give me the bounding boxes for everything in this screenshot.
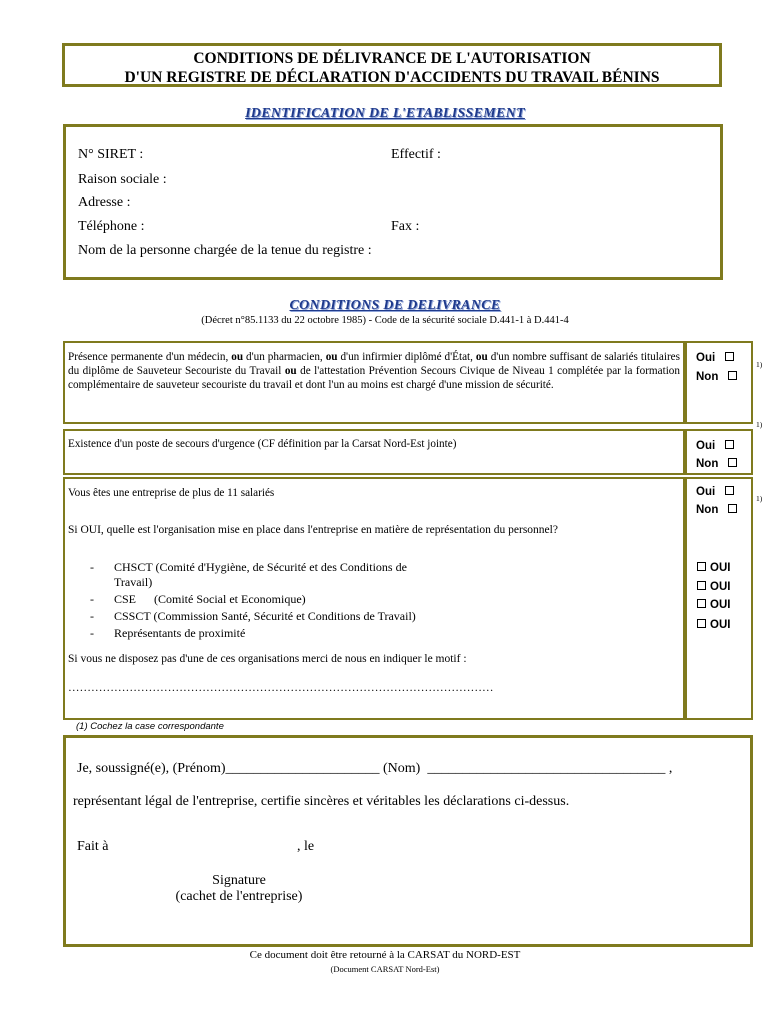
checkbox-icon[interactable]: [697, 599, 706, 608]
question-1-text: Présence permanente d'un médecin, ou d'un pharmacien, ou d'un infirmier diplômé d'État, ou d'un nombre suffisant de salariés titulaires du diplôme de Sauveteur Secouriste du Travail ou de l'attestation Prévention Secours Civique de Niveau 1 complétée par la formation complémentaire de sauveteur secouriste du travail et dont l'un au moins est chargé d'une mission de sécurité.: [68, 351, 680, 392]
signature-label: Signature: [212, 873, 266, 888]
question-2-box: [63, 429, 685, 475]
conditions-heading: CONDITIONS DE DELIVRANCE: [289, 298, 501, 313]
fax-label: Fax :: [391, 219, 420, 234]
org-representants-oui[interactable]: OUI: [697, 619, 730, 631]
org-representants: Représentants de proximité: [114, 626, 246, 640]
siret-label: N° SIRET :: [78, 147, 144, 162]
org-dash-3: -: [90, 609, 94, 623]
org-cse-oui[interactable]: OUI: [697, 581, 730, 593]
declaration-name-line[interactable]: Je, soussigné(e), (Prénom)______________________ (Nom) __________________________________ ,: [77, 761, 673, 776]
checkbox-icon[interactable]: [728, 504, 737, 513]
question-3-subtext: Si OUI, quelle est l'organisation mise en place dans l'entreprise en matière de représentation du personnel?: [68, 524, 558, 536]
q3-non-option[interactable]: Non: [696, 504, 737, 516]
footnote: (1) Cochez la case correspondante: [76, 721, 224, 732]
checkbox-icon[interactable]: [697, 562, 706, 571]
effectif-label: Effectif :: [391, 147, 441, 162]
note-ref-2: 1): [756, 420, 763, 429]
checkbox-icon[interactable]: [725, 486, 734, 495]
org-cse: CSE (Comité Social et Economique): [114, 592, 306, 606]
org-dash-1: -: [90, 560, 94, 574]
title-line-2: D'UN REGISTRE DE DÉCLARATION D'ACCIDENTS DU TRAVAIL BÉNINS: [124, 69, 660, 86]
telephone-label: Téléphone :: [78, 219, 145, 234]
fait-a-label: Fait à: [77, 839, 109, 854]
question-2-text: Existence d'un poste de secours d'urgence (CF définition par la Carsat Nord-Est jointe): [68, 438, 457, 450]
nom-registre-label: Nom de la personne chargée de la tenue du registre :: [78, 243, 372, 258]
motif-dotted-line[interactable]: …………………………………………………………………………………………………: [68, 682, 494, 694]
checkbox-icon[interactable]: [728, 458, 737, 467]
date-label: , le: [297, 839, 315, 854]
note-ref-1: 1): [756, 360, 763, 369]
note-ref-3: 1): [756, 494, 763, 503]
title-line-1: CONDITIONS DE DÉLIVRANCE DE L'AUTORISATION: [193, 50, 591, 67]
org-dash-2: -: [90, 592, 94, 606]
checkbox-icon[interactable]: [725, 352, 734, 361]
q2-oui-option[interactable]: Oui: [696, 440, 734, 452]
adresse-label: Adresse :: [78, 195, 131, 210]
org-dash-4: -: [90, 626, 94, 640]
org-chsct-line1: CHSCT (Comité d'Hygiène, de Sécurité et des Conditions de: [114, 560, 407, 574]
checkbox-icon[interactable]: [725, 440, 734, 449]
footer-return-note: Ce document doit être retourné à la CARSAT du NORD-EST: [249, 949, 521, 961]
q1-non-option[interactable]: Non: [696, 371, 737, 383]
question-3-text: Vous êtes une entreprise de plus de 11 salariés: [68, 487, 275, 499]
raison-sociale-label: Raison sociale :: [78, 172, 167, 187]
document-title: [62, 43, 722, 87]
q2-non-option[interactable]: Non: [696, 458, 737, 470]
identification-box: [63, 124, 723, 280]
declaration-statement: représentant légal de l'entreprise, certifie sincères et véritables les déclarations ci-dessus.: [73, 794, 570, 809]
identification-heading: IDENTIFICATION DE L'ETABLISSEMENT: [245, 106, 525, 121]
q1-oui-option[interactable]: Oui: [696, 352, 734, 364]
org-chsct-oui[interactable]: OUI: [697, 562, 730, 574]
checkbox-icon[interactable]: [728, 371, 737, 380]
footer-document-ref: (Document CARSAT Nord-Est): [330, 964, 440, 974]
org-cssct: CSSCT (Commission Santé, Sécurité et Conditions de Travail): [114, 609, 416, 623]
cachet-label: (cachet de l'entreprise): [175, 889, 303, 904]
decret-reference: (Décret n°85.1133 du 22 octobre 1985) - Code de la sécurité sociale D.441-1 à D.441-4: [201, 315, 569, 326]
q3-oui-option[interactable]: Oui: [696, 486, 734, 498]
org-cssct-oui[interactable]: OUI: [697, 599, 730, 611]
motif-label: Si vous ne disposez pas d'une de ces organisations merci de nous en indiquer le motif :: [68, 653, 467, 665]
checkbox-icon[interactable]: [697, 581, 706, 590]
checkbox-icon[interactable]: [697, 619, 706, 628]
org-chsct-line2: Travail): [114, 575, 153, 589]
